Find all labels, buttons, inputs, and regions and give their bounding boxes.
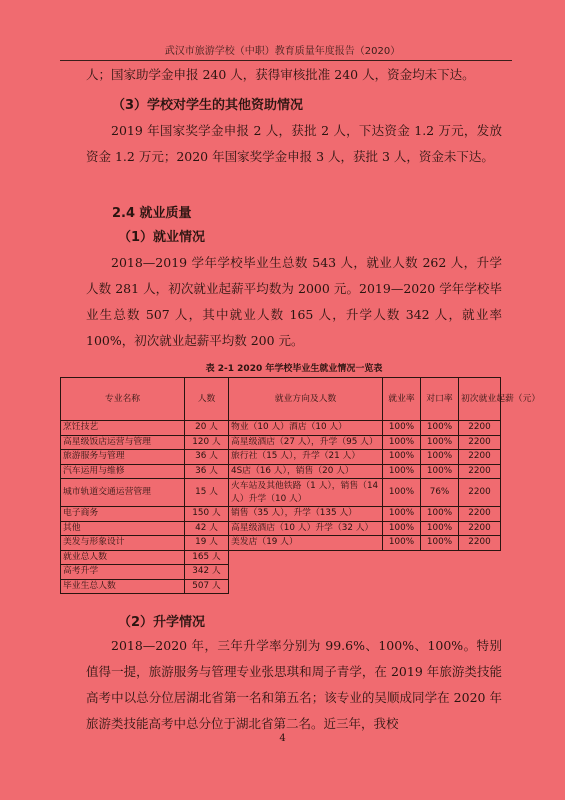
cell-major: 城市轨道交通运营管理 bbox=[61, 479, 185, 507]
section-3-heading: （3）学校对学生的其他资助情况 bbox=[112, 98, 304, 113]
cell-employment-rate: 100% bbox=[383, 479, 421, 507]
cell-employment-rate: 100% bbox=[383, 435, 421, 450]
summary-row-employed bbox=[61, 550, 501, 565]
col-header-count: 人数 bbox=[185, 378, 229, 421]
employment-paragraph: 2018—2019 学年学校毕业生总数 543 人，就业人数 262 人，升学人数 281 人，初次就业起薪平均数为 2000 元。2019—2020 学年学校毕业生总数 507 人，其中就业人数 165 人，升学人数 342 人，就业率 100%，初次就业起薪平均数 200 元。 bbox=[86, 255, 502, 348]
cell-match-rate: 100% bbox=[421, 507, 459, 522]
cell-count: 36 人 bbox=[185, 450, 229, 465]
cell-count: 15 人 bbox=[185, 479, 229, 507]
summary-label: 高考升学 bbox=[61, 565, 185, 580]
page-number: 4 bbox=[279, 733, 286, 744]
cell-salary: 2200 bbox=[459, 450, 501, 465]
summary-value: 165 人 bbox=[185, 550, 229, 565]
cell-major: 电子商务 bbox=[61, 507, 185, 522]
further-study-paragraph: 2018—2020 年，三年升学率分别为 99.6%、100%、100%。特别值得一提，旅游服务与管理专业张思琪和周子青学，在 2019 年旅游类技能高考中以总分位居湖北省第一名和第五名；该专业的吴顺成同学在 2020 年旅游类技能高考中总分位于湖北省第二名。近三年，我校 bbox=[86, 638, 502, 731]
cell-direction: 销售（35 人），升学（135 人） bbox=[229, 507, 383, 522]
cell-match-rate: 100% bbox=[421, 464, 459, 479]
cell-match-rate: 100% bbox=[421, 536, 459, 551]
table-row bbox=[61, 479, 501, 507]
cell-count: 120 人 bbox=[185, 435, 229, 450]
table-row bbox=[61, 421, 501, 436]
summary-value: 507 人 bbox=[185, 579, 229, 594]
col-header-employment-rate: 就业率 bbox=[383, 378, 421, 421]
cell-direction: 美发店（19 人） bbox=[229, 536, 383, 551]
cell-major: 美发与形象设计 bbox=[61, 536, 185, 551]
cell-match-rate: 76% bbox=[421, 479, 459, 507]
cell-count: 150 人 bbox=[185, 507, 229, 522]
col-header-major: 专业名称 bbox=[61, 378, 185, 421]
cell-salary: 2200 bbox=[459, 435, 501, 450]
summary-value: 342 人 bbox=[185, 565, 229, 580]
cell-count: 20 人 bbox=[185, 421, 229, 436]
cell-major: 其他 bbox=[61, 521, 185, 536]
cell-employment-rate: 100% bbox=[383, 464, 421, 479]
table-row bbox=[61, 507, 501, 522]
table-header-row bbox=[61, 378, 501, 421]
summary-row-further-study bbox=[61, 565, 501, 580]
cell-count: 42 人 bbox=[185, 521, 229, 536]
cell-match-rate: 100% bbox=[421, 435, 459, 450]
table-row bbox=[61, 536, 501, 551]
cell-salary: 2200 bbox=[459, 479, 501, 507]
cell-direction: 旅行社（15 人），升学（21 人） bbox=[229, 450, 383, 465]
cell-direction: 物业（10 人）酒店（10 人） bbox=[229, 421, 383, 436]
table-row bbox=[61, 521, 501, 536]
section-3-paragraph: 2019 年国家奖学金申报 2 人，获批 2 人，下达资金 1.2 万元，发放资金 1.2 万元；2020 年国家奖学金申报 3 人，获批 3 人，资金未下达。 bbox=[86, 123, 502, 164]
intro-paragraph: 人；国家助学金申报 240 人，获得审核批准 240 人，资金均未下达。 bbox=[86, 67, 475, 82]
table-row bbox=[61, 435, 501, 450]
summary-label: 就业总人数 bbox=[61, 550, 185, 565]
cell-major: 汽车运用与维修 bbox=[61, 464, 185, 479]
cell-employment-rate: 100% bbox=[383, 507, 421, 522]
header-rule bbox=[60, 60, 512, 61]
summary-row-total bbox=[61, 579, 501, 594]
further-study-heading: （2）升学情况 bbox=[118, 615, 206, 630]
section-2-4-heading: 2.4 就业质量 bbox=[112, 206, 192, 221]
cell-match-rate: 100% bbox=[421, 421, 459, 436]
cell-direction: 4S店（16 人），销售（20 人） bbox=[229, 464, 383, 479]
cell-direction: 高星级酒店（10 人）升学（32 人） bbox=[229, 521, 383, 536]
cell-major: 烹饪技艺 bbox=[61, 421, 185, 436]
cell-salary: 2200 bbox=[459, 507, 501, 522]
cell-direction: 火车站及其他铁路（1 人），销售（14 人）升学（10 人） bbox=[229, 479, 383, 507]
col-header-salary: 初次就业起薪（元） bbox=[459, 378, 501, 421]
table-row bbox=[61, 464, 501, 479]
cell-employment-rate: 100% bbox=[383, 536, 421, 551]
cell-salary: 2200 bbox=[459, 421, 501, 436]
cell-count: 19 人 bbox=[185, 536, 229, 551]
cell-major: 旅游服务与管理 bbox=[61, 450, 185, 465]
table-row bbox=[61, 450, 501, 465]
employment-table bbox=[60, 377, 541, 594]
col-header-match-rate: 对口率 bbox=[421, 378, 459, 421]
col-header-direction: 就业方向及人数 bbox=[229, 378, 383, 421]
cell-count: 36 人 bbox=[185, 464, 229, 479]
cell-employment-rate: 100% bbox=[383, 450, 421, 465]
cell-salary: 2200 bbox=[459, 464, 501, 479]
cell-employment-rate: 100% bbox=[383, 521, 421, 536]
cell-match-rate: 100% bbox=[421, 521, 459, 536]
cell-major: 高星级饭店运营与管理 bbox=[61, 435, 185, 450]
summary-label: 毕业生总人数 bbox=[61, 579, 185, 594]
cell-match-rate: 100% bbox=[421, 450, 459, 465]
employment-heading: （1）就业情况 bbox=[118, 230, 206, 245]
table-caption: 表 2-1 2020 年学校毕业生就业情况一览表 bbox=[205, 364, 383, 374]
cell-employment-rate: 100% bbox=[383, 421, 421, 436]
cell-salary: 2200 bbox=[459, 521, 501, 536]
page-header: 武汉市旅游学校（中职）教育质量年度报告（2020） bbox=[164, 46, 401, 57]
cell-salary: 2200 bbox=[459, 536, 501, 551]
cell-direction: 高星级酒店（27 人），升学（95 人） bbox=[229, 435, 383, 450]
